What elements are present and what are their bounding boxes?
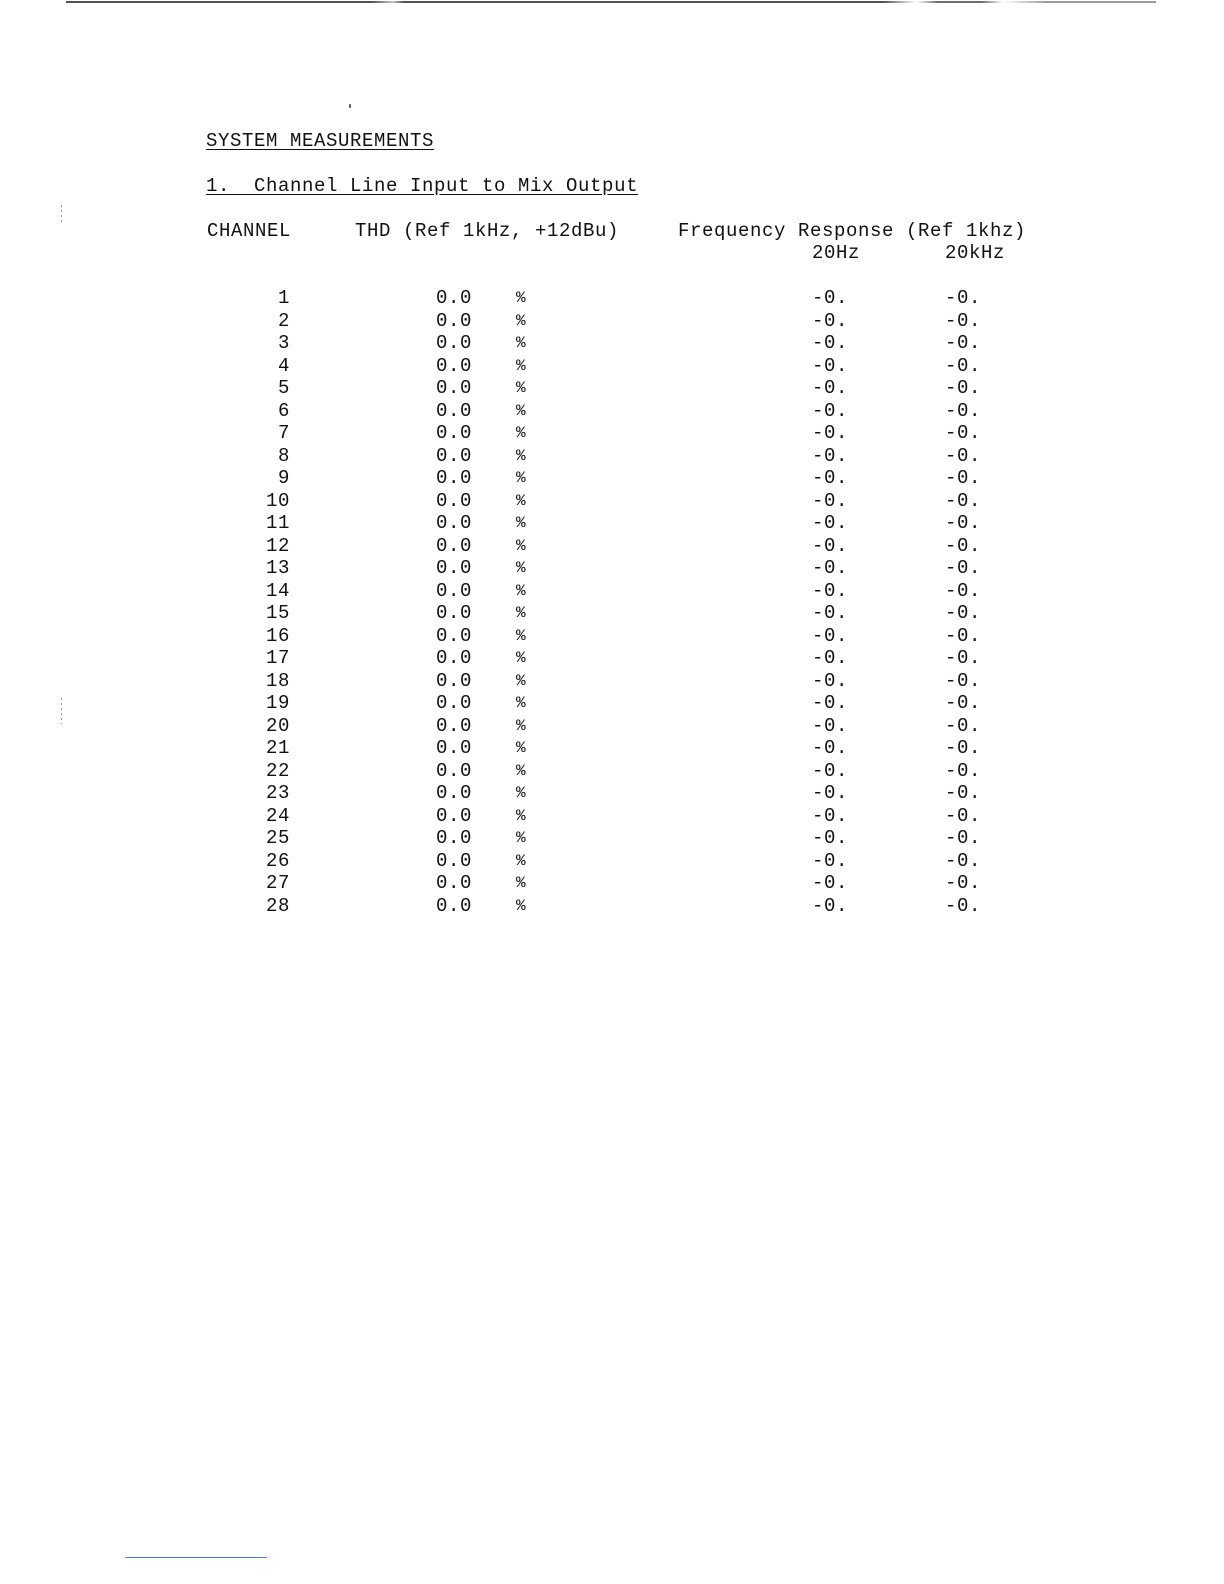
table-row bbox=[0, 377, 1224, 400]
cell-thd: 0.0 bbox=[436, 377, 473, 399]
cell-thd: 0.0 bbox=[436, 534, 473, 557]
column-header-20hz: 20Hz bbox=[812, 242, 861, 264]
cell-20hz: -0. bbox=[812, 287, 849, 309]
cell-channel: 16 bbox=[265, 624, 290, 647]
table-row bbox=[0, 670, 1224, 693]
cell-20hz: -0. bbox=[812, 714, 849, 737]
cell-20khz: -0. bbox=[945, 512, 982, 534]
cell-thd: 0.0 bbox=[436, 354, 473, 377]
cell-percent-unit: % bbox=[516, 671, 527, 690]
cell-20hz: -0. bbox=[812, 782, 849, 804]
cell-thd: 0.0 bbox=[436, 512, 473, 534]
cell-percent-unit: % bbox=[516, 289, 527, 307]
cell-channel: 21 bbox=[265, 737, 290, 759]
cell-20khz: -0. bbox=[945, 354, 982, 377]
table-row bbox=[0, 557, 1224, 580]
cell-percent-unit: % bbox=[516, 784, 527, 802]
cell-20hz: -0. bbox=[812, 602, 849, 624]
cell-20khz: -0. bbox=[945, 602, 982, 624]
cell-thd: 0.0 bbox=[436, 782, 473, 804]
table-row bbox=[0, 827, 1224, 850]
cell-channel: 12 bbox=[265, 534, 290, 557]
cell-thd: 0.0 bbox=[436, 669, 473, 692]
cell-percent-unit: % bbox=[516, 401, 527, 420]
margin-mark bbox=[61, 205, 62, 223]
cell-20hz: -0. bbox=[812, 489, 849, 512]
cell-20hz: -0. bbox=[812, 377, 849, 399]
page-title: SYSTEM MEASUREMENTS bbox=[206, 130, 435, 152]
cell-20hz: -0. bbox=[812, 512, 849, 534]
cell-percent-unit: % bbox=[516, 649, 527, 667]
cell-20hz: -0. bbox=[812, 669, 849, 692]
cell-20khz: -0. bbox=[945, 489, 982, 512]
cell-percent-unit: % bbox=[516, 491, 527, 510]
cell-channel: 13 bbox=[265, 557, 290, 579]
cell-channel: 14 bbox=[265, 579, 290, 602]
cell-channel: 2 bbox=[277, 309, 290, 332]
cell-thd: 0.0 bbox=[436, 894, 473, 917]
scan-artifact-bottom-line bbox=[125, 1557, 267, 1558]
cell-channel: 26 bbox=[265, 849, 290, 872]
cell-20hz: -0. bbox=[812, 309, 849, 332]
measurement-table bbox=[0, 287, 1224, 917]
cell-20hz: -0. bbox=[812, 444, 849, 467]
cell-thd: 0.0 bbox=[436, 827, 473, 849]
cell-20khz: -0. bbox=[945, 444, 982, 467]
cell-thd: 0.0 bbox=[436, 489, 473, 512]
table-row bbox=[0, 580, 1224, 603]
cell-channel: 8 bbox=[277, 444, 290, 467]
cell-percent-unit: % bbox=[516, 581, 527, 600]
cell-thd: 0.0 bbox=[436, 467, 473, 489]
cell-20khz: -0. bbox=[945, 557, 982, 579]
table-row bbox=[0, 512, 1224, 535]
table-row bbox=[0, 535, 1224, 558]
table-row bbox=[0, 895, 1224, 918]
cell-percent-unit: % bbox=[516, 559, 527, 577]
cell-thd: 0.0 bbox=[436, 692, 473, 714]
cell-channel: 19 bbox=[265, 692, 290, 714]
cell-percent-unit: % bbox=[516, 626, 527, 645]
cell-20hz: -0. bbox=[812, 534, 849, 557]
cell-20khz: -0. bbox=[945, 287, 982, 309]
cell-20hz: -0. bbox=[812, 624, 849, 647]
cell-percent-unit: % bbox=[516, 874, 527, 892]
cell-percent-unit: % bbox=[516, 469, 527, 487]
table-row bbox=[0, 805, 1224, 828]
cell-20hz: -0. bbox=[812, 804, 849, 827]
cell-channel: 3 bbox=[277, 332, 290, 354]
cell-thd: 0.0 bbox=[436, 714, 473, 737]
cell-percent-unit: % bbox=[516, 829, 527, 847]
cell-20khz: -0. bbox=[945, 579, 982, 602]
cell-channel: 6 bbox=[277, 399, 290, 422]
cell-channel: 11 bbox=[265, 512, 290, 534]
cell-20hz: -0. bbox=[812, 467, 849, 489]
cell-20hz: -0. bbox=[812, 647, 849, 669]
cell-20khz: -0. bbox=[945, 399, 982, 422]
cell-thd: 0.0 bbox=[436, 399, 473, 422]
column-header-channel: CHANNEL bbox=[207, 220, 292, 242]
cell-thd: 0.0 bbox=[436, 422, 473, 444]
cell-20hz: -0. bbox=[812, 849, 849, 872]
cell-percent-unit: % bbox=[516, 536, 527, 555]
cell-20khz: -0. bbox=[945, 759, 982, 782]
cell-channel: 24 bbox=[265, 804, 290, 827]
scan-speck bbox=[349, 104, 351, 108]
table-row bbox=[0, 310, 1224, 333]
cell-thd: 0.0 bbox=[436, 759, 473, 782]
cell-thd: 0.0 bbox=[436, 579, 473, 602]
cell-percent-unit: % bbox=[516, 379, 527, 397]
cell-thd: 0.0 bbox=[436, 287, 473, 309]
cell-20khz: -0. bbox=[945, 467, 982, 489]
cell-20khz: -0. bbox=[945, 872, 982, 894]
cell-20hz: -0. bbox=[812, 872, 849, 894]
cell-thd: 0.0 bbox=[436, 849, 473, 872]
cell-channel: 18 bbox=[265, 669, 290, 692]
cell-thd: 0.0 bbox=[436, 309, 473, 332]
cell-20hz: -0. bbox=[812, 759, 849, 782]
cell-20khz: -0. bbox=[945, 849, 982, 872]
table-row bbox=[0, 602, 1224, 625]
table-row bbox=[0, 467, 1224, 490]
cell-20hz: -0. bbox=[812, 737, 849, 759]
cell-channel: 17 bbox=[265, 647, 290, 669]
table-row bbox=[0, 445, 1224, 468]
cell-channel: 7 bbox=[277, 422, 290, 444]
scan-artifact-top-line bbox=[66, 1, 1156, 3]
cell-channel: 22 bbox=[265, 759, 290, 782]
table-row bbox=[0, 490, 1224, 513]
cell-20khz: -0. bbox=[945, 894, 982, 917]
cell-20khz: -0. bbox=[945, 647, 982, 669]
cell-20hz: -0. bbox=[812, 692, 849, 714]
cell-channel: 15 bbox=[265, 602, 290, 624]
cell-20khz: -0. bbox=[945, 377, 982, 399]
column-header-thd: THD (Ref 1kHz, +12dBu) bbox=[355, 220, 620, 242]
cell-thd: 0.0 bbox=[436, 602, 473, 624]
cell-20hz: -0. bbox=[812, 422, 849, 444]
table-row bbox=[0, 332, 1224, 355]
table-row bbox=[0, 422, 1224, 445]
cell-channel: 4 bbox=[277, 354, 290, 377]
column-header-20khz: 20kHz bbox=[945, 242, 1006, 264]
cell-channel: 23 bbox=[265, 782, 290, 804]
cell-thd: 0.0 bbox=[436, 444, 473, 467]
cell-20hz: -0. bbox=[812, 399, 849, 422]
cell-channel: 25 bbox=[265, 827, 290, 849]
cell-20hz: -0. bbox=[812, 354, 849, 377]
cell-percent-unit: % bbox=[516, 739, 527, 757]
table-row bbox=[0, 850, 1224, 873]
cell-20khz: -0. bbox=[945, 332, 982, 354]
cell-percent-unit: % bbox=[516, 694, 527, 712]
cell-20hz: -0. bbox=[812, 894, 849, 917]
cell-percent-unit: % bbox=[516, 761, 527, 780]
table-row bbox=[0, 692, 1224, 715]
cell-percent-unit: % bbox=[516, 851, 527, 870]
cell-thd: 0.0 bbox=[436, 332, 473, 354]
cell-thd: 0.0 bbox=[436, 872, 473, 894]
table-row bbox=[0, 647, 1224, 670]
table-row bbox=[0, 760, 1224, 783]
cell-20khz: -0. bbox=[945, 309, 982, 332]
section-heading: 1. Channel Line Input to Mix Output bbox=[206, 175, 639, 197]
table-row bbox=[0, 287, 1224, 310]
cell-channel: 1 bbox=[277, 287, 290, 309]
table-row bbox=[0, 737, 1224, 760]
table-row bbox=[0, 782, 1224, 805]
cell-percent-unit: % bbox=[516, 424, 527, 442]
cell-percent-unit: % bbox=[516, 716, 527, 735]
cell-thd: 0.0 bbox=[436, 737, 473, 759]
cell-percent-unit: % bbox=[516, 446, 527, 465]
cell-20khz: -0. bbox=[945, 782, 982, 804]
cell-20khz: -0. bbox=[945, 827, 982, 849]
table-row bbox=[0, 355, 1224, 378]
cell-20khz: -0. bbox=[945, 534, 982, 557]
cell-channel: 9 bbox=[277, 467, 290, 489]
cell-20hz: -0. bbox=[812, 332, 849, 354]
cell-percent-unit: % bbox=[516, 514, 527, 532]
cell-20khz: -0. bbox=[945, 714, 982, 737]
cell-percent-unit: % bbox=[516, 334, 527, 352]
cell-20khz: -0. bbox=[945, 624, 982, 647]
cell-20khz: -0. bbox=[945, 804, 982, 827]
cell-percent-unit: % bbox=[516, 356, 527, 375]
cell-channel: 10 bbox=[265, 489, 290, 512]
cell-20khz: -0. bbox=[945, 692, 982, 714]
cell-channel: 27 bbox=[265, 872, 290, 894]
cell-20hz: -0. bbox=[812, 579, 849, 602]
cell-thd: 0.0 bbox=[436, 557, 473, 579]
cell-20hz: -0. bbox=[812, 827, 849, 849]
cell-thd: 0.0 bbox=[436, 804, 473, 827]
cell-20khz: -0. bbox=[945, 669, 982, 692]
cell-channel: 28 bbox=[265, 894, 290, 917]
cell-thd: 0.0 bbox=[436, 624, 473, 647]
cell-percent-unit: % bbox=[516, 806, 527, 825]
cell-20khz: -0. bbox=[945, 737, 982, 759]
cell-20khz: -0. bbox=[945, 422, 982, 444]
cell-channel: 5 bbox=[277, 377, 290, 399]
cell-percent-unit: % bbox=[516, 311, 527, 330]
cell-channel: 20 bbox=[265, 714, 290, 737]
cell-thd: 0.0 bbox=[436, 647, 473, 669]
table-row bbox=[0, 400, 1224, 423]
cell-percent-unit: % bbox=[516, 896, 527, 915]
cell-percent-unit: % bbox=[516, 604, 527, 622]
column-header-frequency-response: Frequency Response (Ref 1khz) bbox=[678, 220, 1027, 242]
table-row bbox=[0, 715, 1224, 738]
cell-20hz: -0. bbox=[812, 557, 849, 579]
table-row bbox=[0, 625, 1224, 648]
table-row bbox=[0, 872, 1224, 895]
